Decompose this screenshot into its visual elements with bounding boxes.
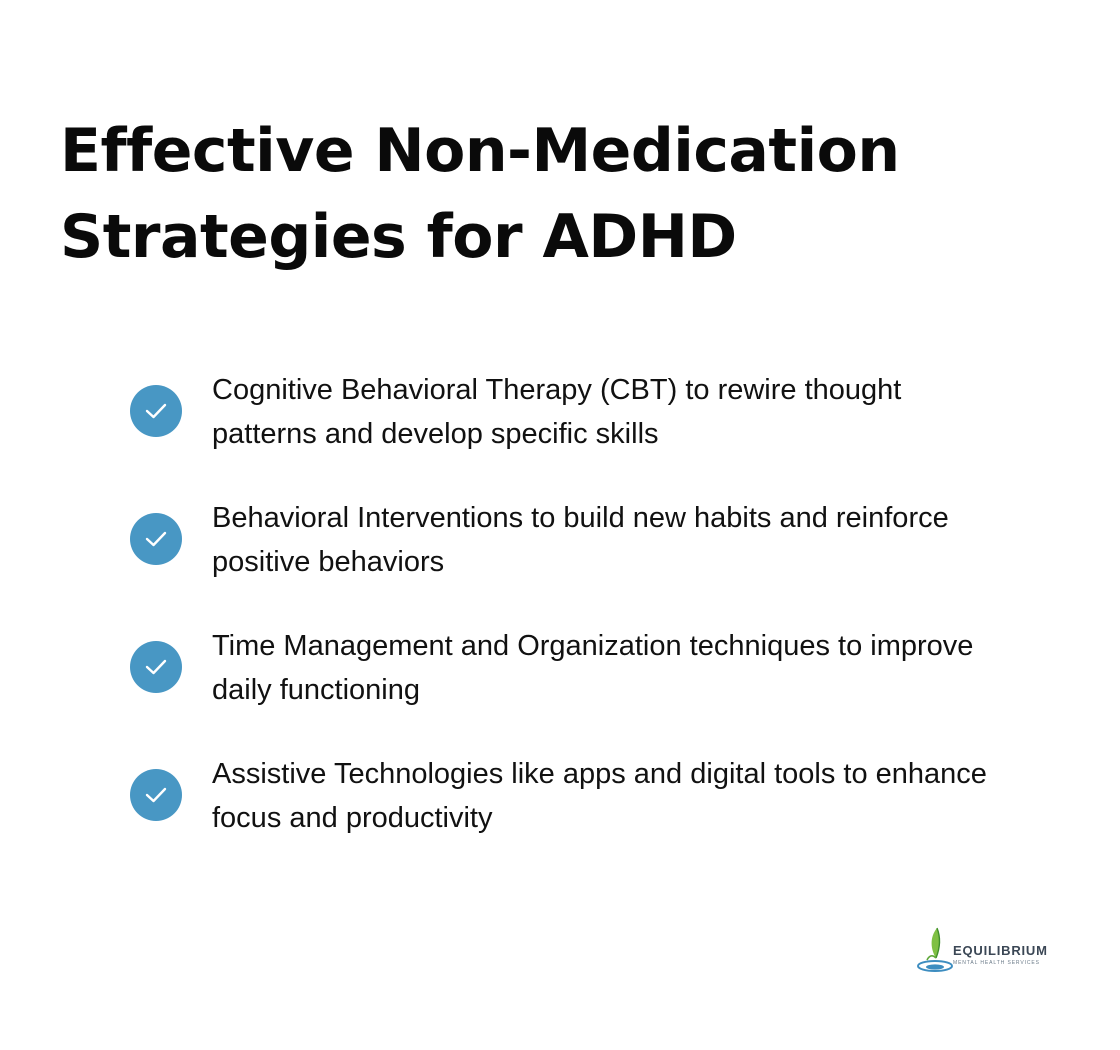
list-item-text: Assistive Technologies like apps and digital tools to enhance focus and productivity — [212, 758, 987, 834]
check-icon — [130, 769, 182, 821]
page-title: Effective Non-Medication Strategies for ADHD — [60, 116, 900, 272]
list-item-text: Time Management and Organization techniques to improve daily functioning — [212, 630, 974, 706]
leaf-drop-icon — [915, 924, 955, 978]
check-icon — [130, 513, 182, 565]
equilibrium-logo — [915, 924, 1055, 978]
list-item — [130, 624, 1030, 752]
strategy-list — [130, 368, 1030, 880]
list-item-text: Behavioral Interventions to build new habits and reinforce positive behaviors — [212, 502, 949, 578]
logo-tagline: MENTAL HEALTH SERVICES — [953, 960, 1040, 966]
list-item — [130, 368, 1030, 496]
logo-name: EQUILIBRIUM — [953, 943, 1048, 958]
list-item — [130, 752, 1030, 880]
list-item — [130, 496, 1030, 624]
list-item-text: Cognitive Behavioral Therapy (CBT) to rewire thought patterns and develop specific skills — [212, 374, 902, 450]
check-icon — [130, 385, 182, 437]
check-icon — [130, 641, 182, 693]
